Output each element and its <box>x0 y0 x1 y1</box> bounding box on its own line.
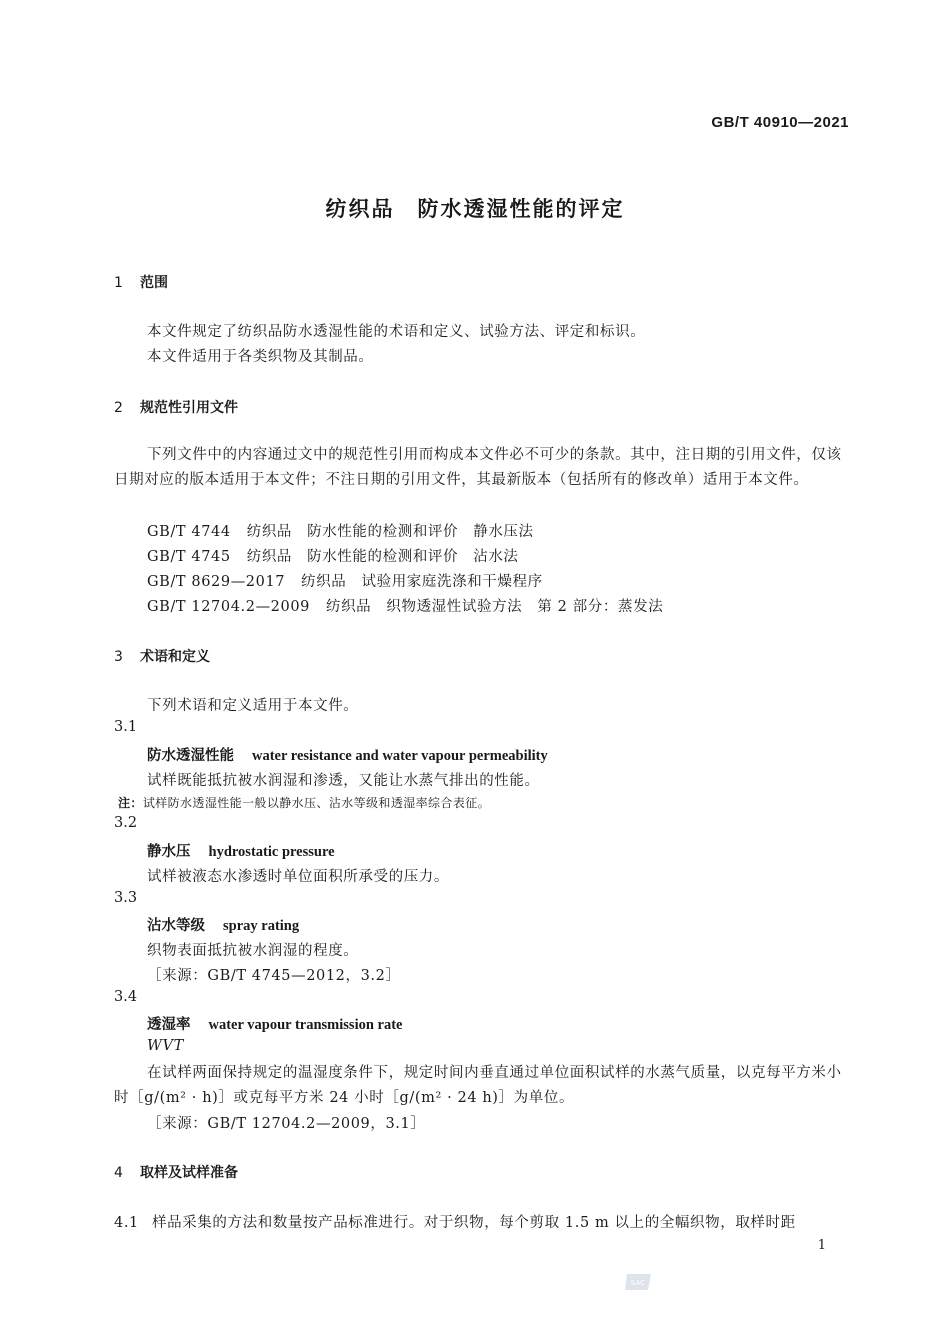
section-3-heading <box>114 646 210 666</box>
clause-text: 样品采集的方法和数量按产品标准进行。对于织物，每个剪取 1.5 m 以上的全幅织物，取样时距 <box>152 1215 796 1231</box>
term-heading <box>147 914 299 935</box>
term-source: ［来源：GB/T 4745—2012，3.2］ <box>147 968 401 984</box>
note-label: 注： <box>118 796 143 810</box>
term-zh: 透湿率 <box>147 1017 191 1033</box>
section-number: 2 <box>114 400 123 416</box>
ref-title: 纺织品 防水性能的检测和评价 沾水法 <box>246 549 519 565</box>
section-number: 3 <box>114 649 123 665</box>
term-definition: 试样既能抵抗被水润湿和渗透，又能让水蒸气排出的性能。 <box>147 773 540 789</box>
ref-title: 纺织品 织物透湿性试验方法 第 2 部分：蒸发法 <box>325 599 664 615</box>
term-note <box>118 794 490 811</box>
term-number: 3.4 <box>114 989 138 1005</box>
term-abbreviation: WVT <box>147 1038 184 1054</box>
term-definition: 试样被液态水渗透时单位面积所承受的压力。 <box>147 869 449 885</box>
term-heading <box>147 1013 403 1034</box>
term-heading <box>147 840 335 861</box>
clause-4-1 <box>114 1211 796 1232</box>
reference-item <box>147 570 543 591</box>
reference-item <box>147 545 519 566</box>
standard-code: GB/T 40910—2021 <box>711 114 849 131</box>
term-heading <box>147 744 548 765</box>
term-en: hydrostatic pressure <box>208 844 335 860</box>
term-zh: 沾水等级 <box>147 918 205 934</box>
term-zh: 静水压 <box>147 844 191 860</box>
terms-intro: 下列术语和定义适用于本文件。 <box>147 698 359 714</box>
section-number: 4 <box>114 1165 123 1181</box>
term-definition: 在试样两面保持规定的温湿度条件下，规定时间内垂直通过单位面积试样的水蒸气质量，以克每平方米小时［g/(m² · h)］或克每平方米 24 小时［g/(m² · 24 h)］为单位。 <box>114 1065 842 1106</box>
term-en: spray rating <box>223 918 300 934</box>
scope-paragraph-1: 本文件规定了纺织品防水透湿性能的术语和定义、试验方法、评定和标识。 <box>147 324 646 340</box>
ref-code: GB/T 8629—2017 <box>147 574 286 590</box>
reference-item <box>147 520 534 541</box>
term-number: 3.3 <box>114 890 138 906</box>
page-title: 纺织品 防水透湿性能的评定 <box>325 197 625 221</box>
section-2-heading <box>114 397 238 417</box>
section-title: 术语和定义 <box>140 649 210 665</box>
ref-code: GB/T 4745 <box>147 549 231 565</box>
section-title: 规范性引用文件 <box>140 400 238 416</box>
section-title: 范围 <box>140 275 168 291</box>
clause-number: 4.1 <box>114 1215 139 1231</box>
section-1-heading <box>114 272 168 292</box>
ref-title: 纺织品 试验用家庭洗涤和干燥程序 <box>301 574 543 590</box>
term-number: 3.1 <box>114 719 138 735</box>
term-en: water resistance and water vapour permeability <box>252 748 548 764</box>
term-number: 3.2 <box>114 815 138 831</box>
scope-paragraph-2: 本文件适用于各类织物及其制品。 <box>147 349 374 365</box>
term-zh: 防水透湿性能 <box>147 748 234 764</box>
normative-refs-paragraph: 下列文件中的内容通过文中的规范性引用而构成本文件必不可少的条款。其中，注日期的引用文件，仅该日期对应的版本适用于本文件；不注日期的引用文件，其最新版本（包括所有的修改单）适用于本文件。 <box>114 447 842 488</box>
ref-code: GB/T 4744 <box>147 524 231 540</box>
note-text: 试样防水透湿性能一般以静水压、沾水等级和透湿率综合表征。 <box>142 796 491 810</box>
section-title: 取样及试样准备 <box>140 1165 238 1181</box>
reference-item <box>147 595 663 616</box>
svg-text:SAC: SAC <box>630 1279 646 1287</box>
term-definition: 织物表面抵抗被水润湿的程度。 <box>147 943 359 959</box>
term-source: ［来源：GB/T 12704.2—2009，3.1］ <box>147 1116 426 1132</box>
section-number: 1 <box>114 275 123 291</box>
ref-code: GB/T 12704.2—2009 <box>147 599 310 615</box>
page-number: 1 <box>817 1238 826 1253</box>
section-4-heading <box>114 1162 238 1182</box>
sac-logo-icon <box>624 1272 654 1292</box>
ref-title: 纺织品 防水性能的检测和评价 静水压法 <box>246 524 534 540</box>
term-en: water vapour transmission rate <box>208 1017 403 1033</box>
